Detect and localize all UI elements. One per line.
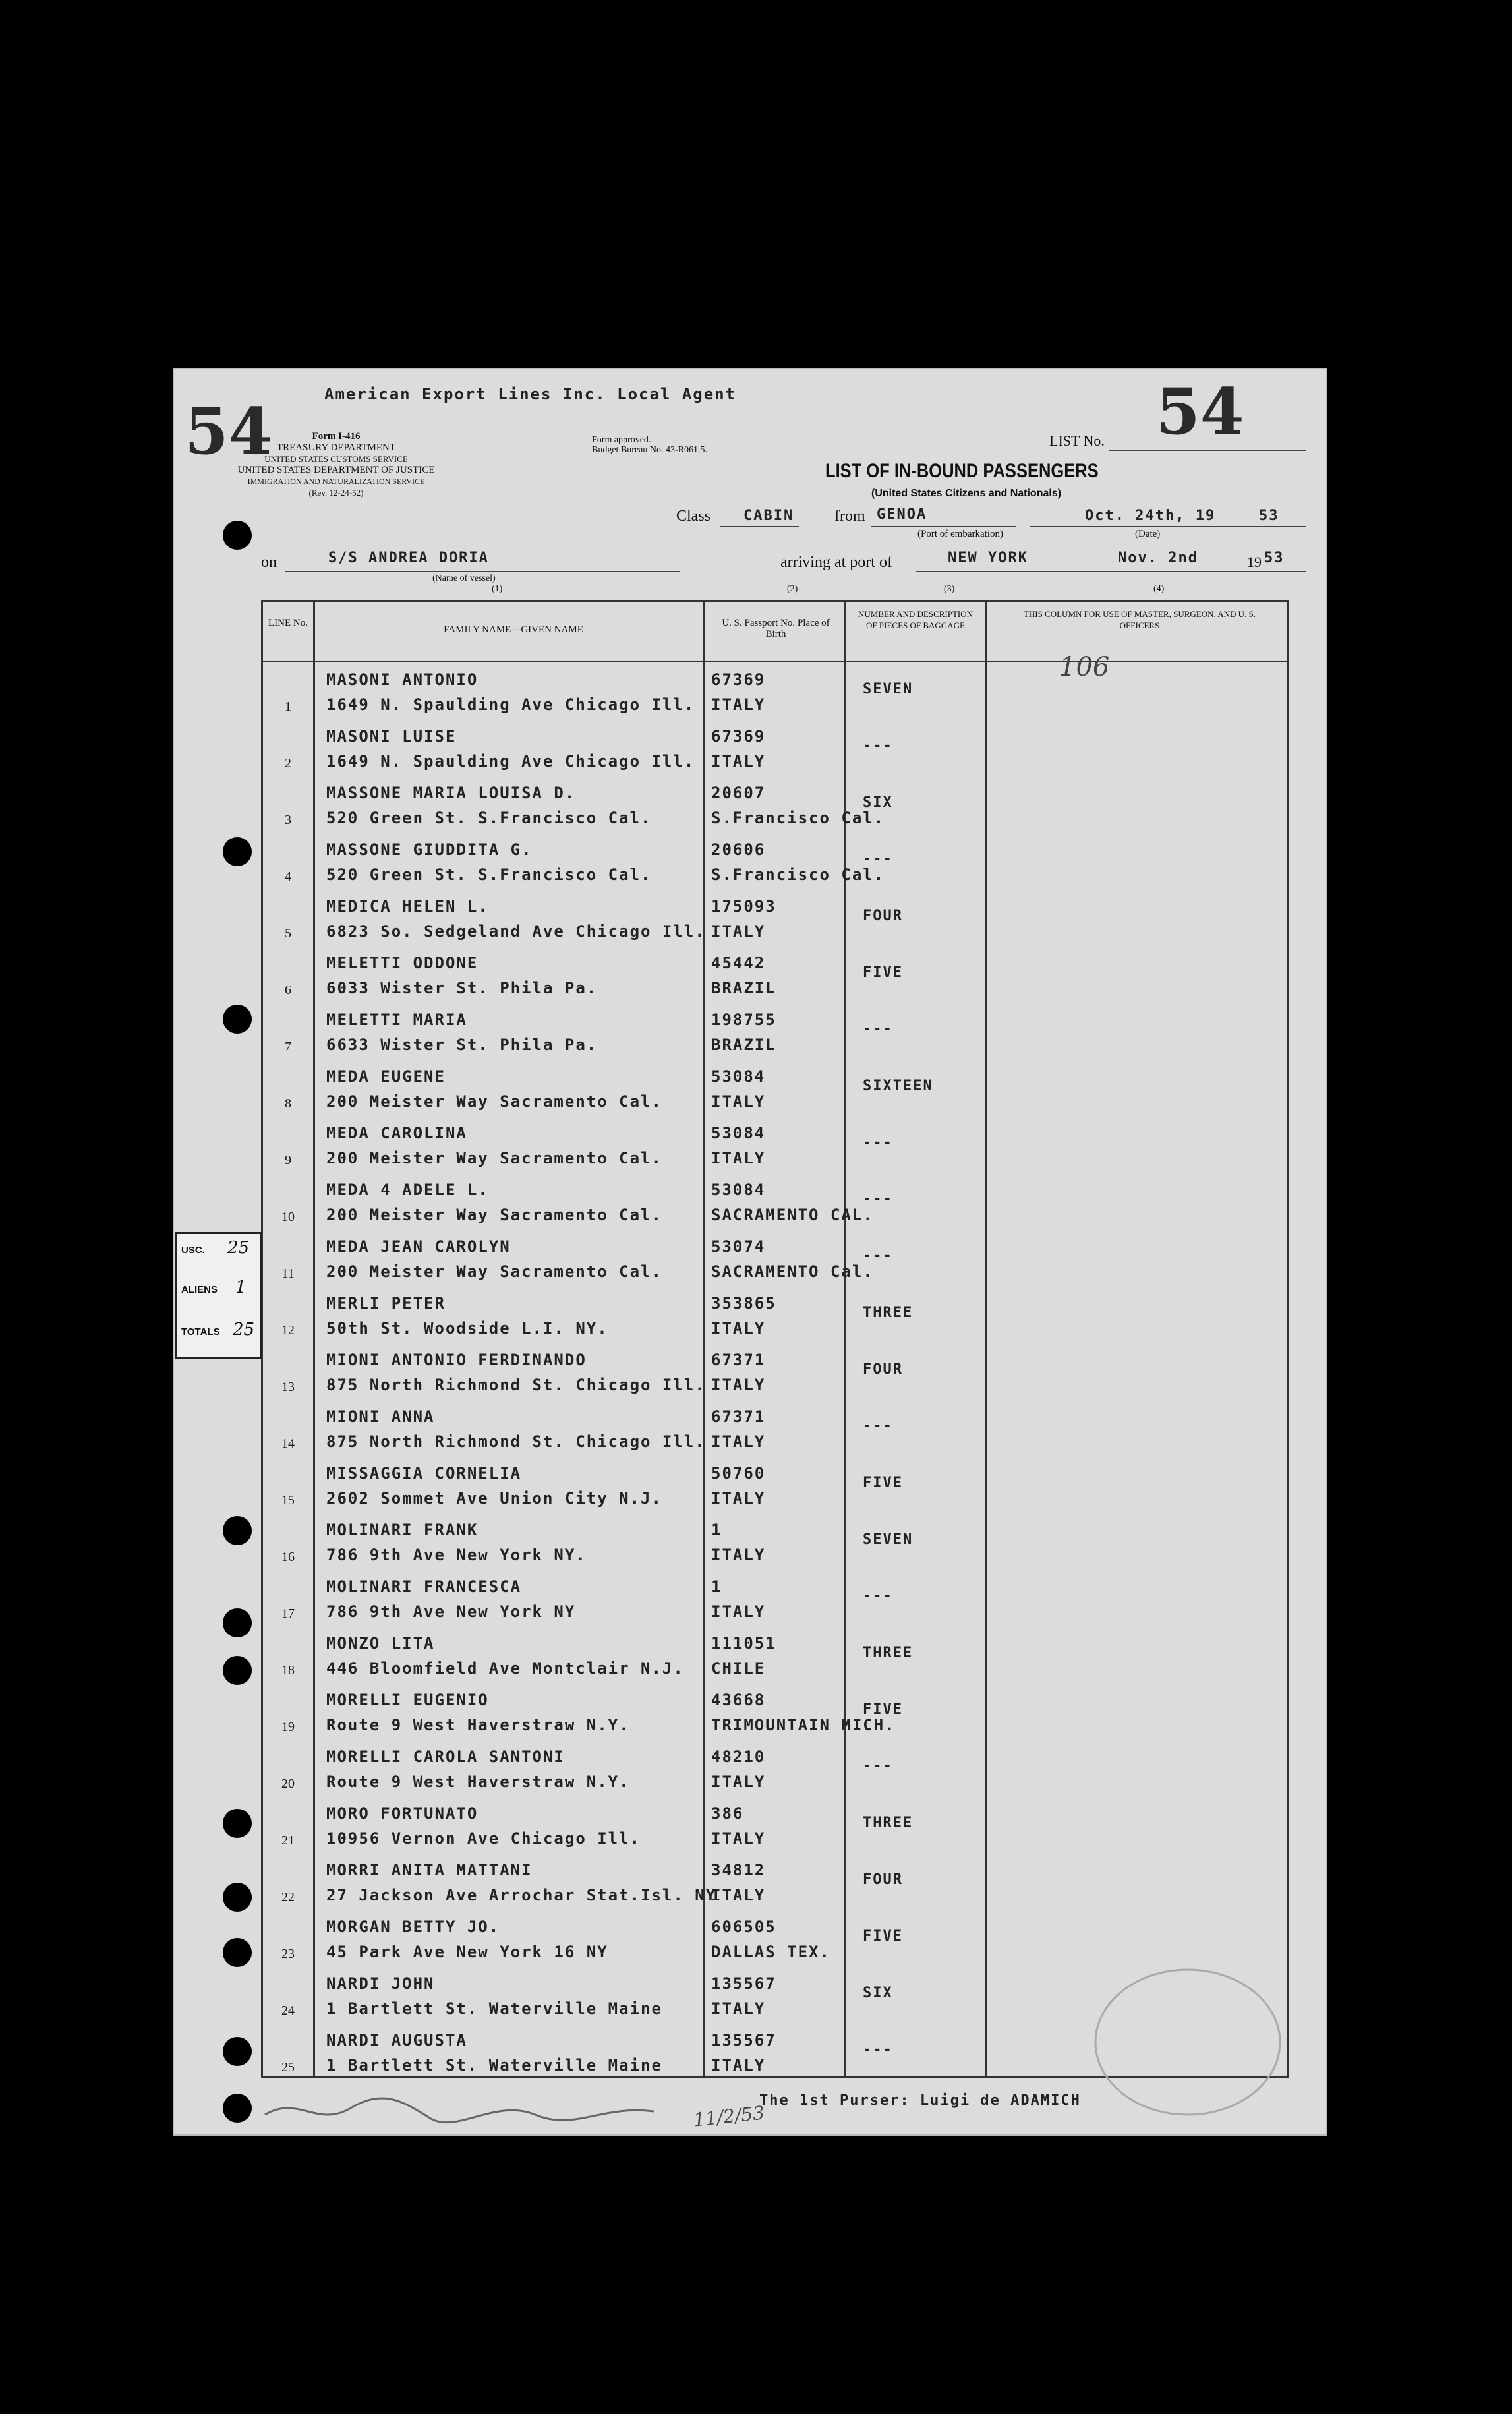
- place-of-birth: BRAZIL: [711, 979, 776, 997]
- table-row: [263, 775, 1291, 831]
- form-number: Form I-416: [312, 431, 361, 442]
- passenger-address: 200 Meister Way Sacramento Cal.: [326, 1206, 662, 1224]
- place-of-birth: ITALY: [711, 1773, 766, 1791]
- passport-number: 67371: [711, 1351, 766, 1369]
- passenger-name: MELETTI MARIA: [326, 1011, 467, 1029]
- class-line: [720, 526, 799, 527]
- passport-number: 67371: [711, 1407, 766, 1426]
- baggage-count: ---: [863, 851, 893, 868]
- baggage-count: ---: [863, 1021, 893, 1038]
- port-caption: (Port of embarkation): [917, 529, 1003, 539]
- place-of-birth: BRAZIL: [711, 1036, 776, 1054]
- punch-hole: [223, 2094, 252, 2123]
- page-number-left: 54: [185, 394, 273, 469]
- customs-label: UNITED STATES CUSTOMS SERVICE: [264, 454, 408, 464]
- passport-number: 45442: [711, 954, 766, 972]
- line-number: 10: [281, 1210, 295, 1224]
- treasury-label: TREASURY DEPARTMENT: [276, 442, 396, 453]
- place-of-birth: CHILE: [711, 1659, 766, 1678]
- table-row: [263, 1455, 1291, 1512]
- passenger-name: MORELLI CAROLA SANTONI: [326, 1748, 565, 1766]
- baggage-count: SEVEN: [863, 1531, 914, 1548]
- place-of-birth: ITALY: [711, 1886, 766, 1904]
- table-row: [263, 1285, 1291, 1341]
- passenger-address: 6033 Wister St. Phila Pa.: [326, 979, 598, 997]
- caption-3: (3): [944, 584, 955, 594]
- line-number: 13: [281, 1380, 295, 1394]
- baggage-count: FIVE: [863, 1475, 903, 1491]
- passport-number: 135567: [711, 1974, 776, 1993]
- passenger-name: MOLINARI FRANCESCA: [326, 1577, 522, 1596]
- passenger-address: 520 Green St. S.Francisco Cal.: [326, 866, 652, 884]
- passport-number: 67369: [711, 670, 766, 689]
- passport-number: 48210: [711, 1748, 766, 1766]
- line-number: 14: [281, 1436, 295, 1451]
- passenger-address: 1 Bartlett St. Waterville Maine: [326, 1999, 662, 2018]
- from-line: [871, 526, 1016, 527]
- line-number: 20: [281, 1777, 295, 1791]
- passenger-name: MORRI ANITA MATTANI: [326, 1861, 533, 1879]
- passport-number: 50760: [711, 1464, 766, 1483]
- vessel-name: S/S ANDREA DORIA: [328, 550, 489, 566]
- punch-hole: [223, 521, 252, 550]
- passenger-name: MORELLI EUGENIO: [326, 1691, 489, 1709]
- passenger-name: MONZO LITA: [326, 1634, 435, 1653]
- table-row: [263, 1228, 1291, 1285]
- table-row: [263, 1058, 1291, 1115]
- passenger-name: MEDA CAROLINA: [326, 1124, 467, 1142]
- line-number: 9: [285, 1153, 291, 1167]
- table-row: [263, 1171, 1291, 1228]
- baggage-count: ---: [863, 1248, 893, 1264]
- passport-number: 53074: [711, 1237, 766, 1256]
- line-number: 6: [285, 983, 291, 997]
- line-number: 19: [281, 1720, 295, 1734]
- passenger-name: NARDI JOHN: [326, 1974, 435, 1993]
- table-row: [263, 1568, 1291, 1625]
- place-of-birth: ITALY: [711, 1149, 766, 1167]
- vessel-line: [285, 571, 680, 572]
- line-number: 23: [281, 1947, 295, 1961]
- passenger-name: MEDA JEAN CAROLYN: [326, 1237, 511, 1256]
- line-number: 21: [281, 1833, 295, 1848]
- col-header-officers: THIS COLUMN FOR USE OF MASTER, SURGEON, AND U. S. OFFICERS: [1023, 609, 1256, 630]
- passenger-address: 446 Bloomfield Ave Montclair N.J.: [326, 1659, 684, 1678]
- place-of-birth: ITALY: [711, 1829, 766, 1848]
- table-row: [263, 1001, 1291, 1058]
- baggage-count: SEVEN: [863, 681, 914, 697]
- table-row: [263, 1512, 1291, 1568]
- rev-label: (Rev. 12-24-52): [308, 488, 364, 498]
- passenger-table: [261, 600, 1289, 2078]
- passenger-address: 1649 N. Spaulding Ave Chicago Ill.: [326, 752, 695, 771]
- arrival-year: 53: [1264, 550, 1285, 566]
- passport-number: 1: [711, 1577, 722, 1596]
- punch-hole: [223, 1809, 252, 1838]
- passenger-address: 875 North Richmond St. Chicago Ill.: [326, 1432, 706, 1451]
- line-number: 3: [285, 813, 291, 827]
- place-of-birth: ITALY: [711, 752, 766, 771]
- passenger-address: 1649 N. Spaulding Ave Chicago Ill.: [326, 695, 695, 714]
- punch-hole: [223, 837, 252, 866]
- place-of-birth: SACRAMENTO CAL.: [711, 1206, 874, 1224]
- punch-hole: [223, 1005, 252, 1034]
- officer-signature-date: 11/2/53: [692, 2102, 766, 2131]
- passenger-name: MERLI PETER: [326, 1294, 446, 1312]
- place-of-birth: ITALY: [711, 2056, 766, 2075]
- justice-label: UNITED STATES DEPARTMENT OF JUSTICE: [237, 465, 435, 475]
- passenger-address: 6823 So. Sedgeland Ave Chicago Ill.: [326, 922, 706, 941]
- on-label: on: [261, 554, 277, 571]
- place-of-birth: ITALY: [711, 695, 766, 714]
- arrival-line: [916, 571, 1306, 572]
- passenger-address: 520 Green St. S.Francisco Cal.: [326, 809, 652, 827]
- stamp-seal: [1082, 1957, 1293, 2128]
- line-number: 8: [285, 1096, 291, 1111]
- passport-number: 111051: [711, 1634, 776, 1653]
- table-row: [263, 1795, 1291, 1852]
- from-value: GENOA: [877, 506, 927, 523]
- from-label: from: [834, 508, 865, 525]
- place-of-birth: ITALY: [711, 1092, 766, 1111]
- baggage-count: FOUR: [863, 1361, 903, 1378]
- tally-box: [175, 1232, 262, 1359]
- usc-label: USC.: [181, 1245, 205, 1256]
- line-number: 18: [281, 1663, 295, 1678]
- passenger-name: MISSAGGIA CORNELIA: [326, 1464, 522, 1483]
- punch-hole: [223, 1516, 252, 1545]
- passenger-address: 1 Bartlett St. Waterville Maine: [326, 2056, 662, 2075]
- baggage-count: SIX: [863, 1985, 893, 2001]
- passenger-address: 200 Meister Way Sacramento Cal.: [326, 1149, 662, 1167]
- baggage-count: ---: [863, 1588, 893, 1604]
- table-row: [263, 1738, 1291, 1795]
- table-row: [263, 888, 1291, 945]
- table-row: [263, 1852, 1291, 1908]
- passport-number: 175093: [711, 897, 776, 916]
- table-row: [263, 1625, 1291, 1682]
- page-number-right: 54: [1156, 374, 1244, 449]
- col-header-name: FAMILY NAME—GIVEN NAME: [444, 624, 583, 635]
- line-number: 11: [281, 1266, 295, 1281]
- passenger-address: 45 Park Ave New York 16 NY: [326, 1943, 608, 1961]
- passport-number: 67369: [711, 727, 766, 746]
- caption-1: (1): [492, 584, 503, 594]
- vessel-caption: (Name of vessel): [432, 574, 496, 583]
- passenger-name: MASONI LUISE: [326, 727, 457, 746]
- immigration-label: IMMIGRATION AND NATURALIZATION SERVICE: [247, 477, 425, 486]
- col-header-passport: U. S. Passport No. Place of Birth: [722, 618, 830, 639]
- baggage-count: ---: [863, 1418, 893, 1434]
- date-caption: (Date): [1135, 529, 1161, 539]
- page-title: LIST OF IN-BOUND PASSENGERS: [825, 460, 1099, 482]
- passenger-name: MOLINARI FRANK: [326, 1521, 479, 1539]
- passenger-name: MEDA EUGENE: [326, 1067, 446, 1086]
- arrival-year-prefix: 19: [1247, 554, 1262, 570]
- line-number: 12: [281, 1323, 295, 1338]
- baggage-count: FOUR: [863, 908, 903, 924]
- passenger-address: 2602 Sommet Ave Union City N.J.: [326, 1489, 662, 1508]
- line-number: 24: [281, 2003, 295, 2018]
- passenger-name: NARDI AUGUSTA: [326, 2031, 467, 2049]
- place-of-birth: ITALY: [711, 1489, 766, 1508]
- place-of-birth: ITALY: [711, 1432, 766, 1451]
- arrival-port: NEW YORK: [948, 550, 1028, 566]
- manifest-sheet: [173, 368, 1327, 2136]
- passenger-address: 200 Meister Way Sacramento Cal.: [326, 1092, 662, 1111]
- place-of-birth: SACRAMENTO Cal.: [711, 1262, 874, 1281]
- place-of-birth: ITALY: [711, 1546, 766, 1564]
- passport-number: 353865: [711, 1294, 776, 1312]
- class-value: CABIN: [743, 508, 794, 524]
- passport-number: 606505: [711, 1918, 776, 1936]
- passenger-address: 6633 Wister St. Phila Pa.: [326, 1036, 598, 1054]
- line-number: 22: [281, 1890, 295, 1904]
- place-of-birth: TRIMOUNTAIN MICH.: [711, 1716, 896, 1734]
- punch-hole: [223, 1608, 252, 1637]
- col-header-line: LINE No.: [268, 618, 308, 628]
- baggage-count: ---: [863, 2042, 893, 2058]
- table-row: [263, 661, 1291, 718]
- baggage-count: SIXTEEN: [863, 1078, 933, 1094]
- passenger-name: MASSONE MARIA LOUISA D.: [326, 784, 576, 802]
- officer-signature: [258, 2082, 680, 2134]
- table-row: [263, 1398, 1291, 1455]
- passenger-name: MIONI ANTONIO FERDINANDO: [326, 1351, 587, 1369]
- line-number: 1: [285, 699, 291, 714]
- baggage-count: SIX: [863, 794, 893, 811]
- embark-date: Oct. 24th, 19: [1085, 508, 1216, 524]
- class-label: Class: [676, 508, 711, 525]
- table-row: [263, 718, 1291, 775]
- budget-bureau: Budget Bureau No. 43-R061.5.: [592, 445, 707, 455]
- officer-note: 106: [1059, 652, 1110, 682]
- passenger-address: Route 9 West Haverstraw N.Y.: [326, 1716, 630, 1734]
- aliens-value: 1: [235, 1278, 247, 1297]
- passport-number: 20607: [711, 784, 766, 802]
- line-number: 15: [281, 1493, 295, 1508]
- passport-number: 198755: [711, 1011, 776, 1029]
- place-of-birth: ITALY: [711, 922, 766, 941]
- passport-number: 53084: [711, 1067, 766, 1086]
- list-no-line: [1109, 450, 1306, 451]
- table-row: [263, 1115, 1291, 1171]
- baggage-count: FIVE: [863, 964, 903, 981]
- passenger-name: MASSONE GIUDDITA G.: [326, 840, 533, 859]
- passenger-address: 786 9th Ave New York NY: [326, 1603, 576, 1621]
- passenger-name: MELETTI ODDONE: [326, 954, 479, 972]
- agent-line: American Export Lines Inc. Local Agent: [324, 385, 737, 403]
- passport-number: 135567: [711, 2031, 776, 2049]
- passport-number: 43668: [711, 1691, 766, 1709]
- baggage-count: THREE: [863, 1305, 914, 1321]
- col-header-baggage: NUMBER AND DESCRIPTION OF PIECES OF BAGGAGE: [858, 609, 974, 630]
- caption-2: (2): [787, 584, 798, 594]
- passport-number: 34812: [711, 1861, 766, 1879]
- passenger-address: 200 Meister Way Sacramento Cal.: [326, 1262, 662, 1281]
- table-row: [263, 1341, 1291, 1398]
- passenger-name: MORO FORTUNATO: [326, 1804, 479, 1823]
- usc-value: 25: [227, 1238, 250, 1258]
- passenger-name: MORGAN BETTY JO.: [326, 1918, 500, 1936]
- passenger-address: 786 9th Ave New York NY.: [326, 1546, 587, 1564]
- place-of-birth: DALLAS TEX.: [711, 1943, 830, 1961]
- baggage-count: FIVE: [863, 1701, 903, 1718]
- passport-number: 53084: [711, 1181, 766, 1199]
- table-row: [263, 1682, 1291, 1738]
- line-number: 16: [281, 1550, 295, 1564]
- passenger-name: MIONI ANNA: [326, 1407, 435, 1426]
- passport-number: 53084: [711, 1124, 766, 1142]
- passenger-name: MEDA 4 ADELE L.: [326, 1181, 489, 1199]
- place-of-birth: S.Francisco Cal.: [711, 809, 885, 827]
- caption-4: (4): [1153, 584, 1165, 594]
- passenger-address: 875 North Richmond St. Chicago Ill.: [326, 1376, 706, 1394]
- place-of-birth: ITALY: [711, 1319, 766, 1338]
- baggage-count: THREE: [863, 1645, 914, 1661]
- passport-number: 20606: [711, 840, 766, 859]
- passenger-address: Route 9 West Haverstraw N.Y.: [326, 1773, 630, 1791]
- form-approved: Form approved.: [592, 435, 651, 445]
- baggage-count: ---: [863, 1134, 893, 1151]
- aliens-label: ALIENS: [181, 1284, 218, 1295]
- punch-hole: [223, 1883, 252, 1912]
- passenger-address: 50th St. Woodside L.I. NY.: [326, 1319, 608, 1338]
- line-number: 25: [281, 2060, 295, 2075]
- passport-number: 1: [711, 1521, 722, 1539]
- punch-hole: [223, 1938, 252, 1967]
- place-of-birth: ITALY: [711, 1376, 766, 1394]
- baggage-count: FOUR: [863, 1871, 903, 1888]
- line-number: 5: [285, 926, 291, 941]
- table-row: [263, 945, 1291, 1001]
- total-value: 25: [233, 1320, 255, 1339]
- baggage-count: ---: [863, 1191, 893, 1208]
- place-of-birth: S.Francisco Cal.: [711, 866, 885, 884]
- purser-signature: The 1st Purser: Luigi de ADAMICH: [759, 2092, 1081, 2109]
- arrival-date: Nov. 2nd: [1118, 550, 1198, 566]
- date-line: [1030, 526, 1306, 527]
- place-of-birth: ITALY: [711, 1999, 766, 2018]
- page-subtitle: (United States Citizens and Nationals): [871, 488, 1062, 499]
- passenger-address: 27 Jackson Ave Arrochar Stat.Isl. NY: [326, 1886, 717, 1904]
- passenger-address: 10956 Vernon Ave Chicago Ill.: [326, 1829, 641, 1848]
- line-number: 4: [285, 869, 291, 884]
- line-number: 2: [285, 756, 291, 771]
- place-of-birth: ITALY: [711, 1603, 766, 1621]
- passenger-name: MEDICA HELEN L.: [326, 897, 489, 916]
- line-number: 17: [281, 1606, 295, 1621]
- line-number: 7: [285, 1040, 291, 1054]
- passenger-name: MASONI ANTONIO: [326, 670, 479, 689]
- list-no-label: LIST No.: [1049, 432, 1105, 449]
- baggage-count: ---: [863, 738, 893, 754]
- total-label: TOTALS: [181, 1326, 220, 1338]
- baggage-count: ---: [863, 1758, 893, 1775]
- baggage-count: FIVE: [863, 1928, 903, 1945]
- arriving-label: arriving at port of: [780, 554, 892, 571]
- punch-hole: [223, 2037, 252, 2066]
- table-row: [263, 831, 1291, 888]
- punch-hole: [223, 1656, 252, 1685]
- baggage-count: THREE: [863, 1815, 914, 1831]
- embark-year: 53: [1259, 508, 1279, 524]
- passport-number: 386: [711, 1804, 744, 1823]
